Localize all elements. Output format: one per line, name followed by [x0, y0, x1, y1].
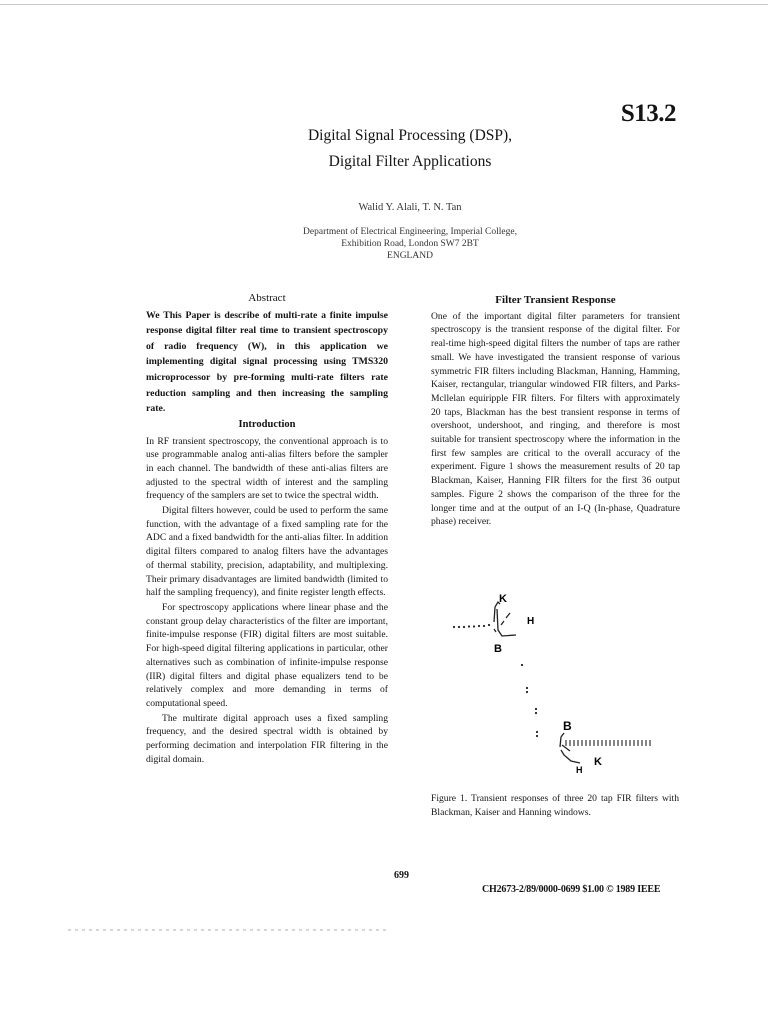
mid-dot — [526, 691, 528, 693]
intro-paragraph-2: Digital filters however, could be used to perform the same function, with the advantage of a fixed sampling rate for the ADC and a fixed bandwidth for the anti-alias filter. In addition digital filters compared to analog filters have the advantages of thermal stability, precision, adaptability, and multiplexing. Their primary disadvantages are limited bandwidth (limited to half the sampling frequency), and finite register length effects. — [146, 505, 388, 599]
upper-trace-dot — [458, 626, 460, 628]
upper-trace-dot — [453, 626, 455, 628]
label-k-bottom: K — [594, 756, 602, 768]
upper-trace-dot — [488, 624, 490, 626]
paper-title-line-2: Digital Filter Applications — [328, 153, 492, 170]
mid-dot — [535, 708, 537, 710]
intro-paragraph-3: For spectroscopy applications where linear phase and the constant group delay characteristics of the filter are important, finite-impulse response (FIR) digital filters are most suitable. For high-speed digital filtering applications in particular, other alternatives such as combination of infinite-impulse response (IIR) digital filters and digital phase equalizers tend to be relatively complex and more demanding in terms of computational speed. — [146, 602, 388, 709]
page-top-rule — [0, 4, 768, 5]
lower-trace-ticks — [566, 740, 650, 746]
authors: Walid Y. Alali, T. N. Tan — [358, 202, 462, 213]
mid-dot — [535, 712, 537, 714]
label-h-bottom: H — [576, 765, 583, 775]
introduction-heading: Introduction — [238, 418, 296, 430]
upper-trace-dot — [473, 625, 475, 627]
mid-dot — [536, 731, 538, 733]
session-id: S13.2 — [620, 100, 676, 127]
copyright-line: CH2673-2/89/0000-0699 $1.00 © 1989 IEEE — [482, 884, 661, 895]
upper-trace-group — [453, 624, 490, 628]
label-k-top: K — [499, 593, 507, 605]
right-column — [431, 294, 680, 529]
upper-trace-dot — [463, 626, 465, 628]
upper-trace-dot — [468, 625, 470, 627]
left-column — [146, 292, 388, 766]
abstract-heading: Abstract — [248, 292, 286, 304]
intro-paragraph-4: The multirate digital approach uses a fixed sampling frequency, and the desired spectral width is obtained by performing decimation and interpolation FIR filtering in the digital domain. — [146, 712, 388, 765]
upper-trace-dot — [478, 625, 480, 627]
figure-1-caption: Figure 1. Transient responses of three 20 tap FIR filters with Blackman, Kaiser and Hanning windows. — [431, 793, 679, 818]
affiliation-line-1: Department of Electrical Engineering, Imperial College, — [303, 227, 517, 237]
figure-1-svg — [440, 585, 680, 785]
label-h-top: H — [527, 616, 535, 627]
label-b-bottom: B — [563, 719, 572, 733]
filter-transient-text: One of the important digital filter parameters for transient spectroscopy is the transient response of the digital filter. For real-time high-speed digital filters the number of taps are rather small. We have investigated the transient response of various symmetric FIR filters including Blackman, Hanning, Hamming, Kaiser, rectangular, triangular windowed FIR filters, and Parks-Mcllelan equiripple FIR filters. For filters with approximately 20 taps, Blackman has the best transient response in terms of overshoot, undershoot, and ringing, and therefore is most suitable for transient spectroscopy where the information in the first few samples are critical to the overall accuracy of the experiment. Figure 1 shows the measurement results of 20 tap Blackman, Kaiser, Hanning FIR filters for the first 36 output samples. Figure 2 shows the comparison of the three for the longer time and at the output of an I-Q (In-phase, Quadrature phase) receiver. — [431, 310, 680, 528]
affiliation — [0, 226, 768, 262]
mid-trace-dots — [521, 664, 538, 737]
intro-paragraph-1: In RF transient spectroscopy, the conventional approach is to use programmable analog anti-alias filters before the sampler in each channel. The bandwidth of these anti-alias filters are adjusted to the spectral width of interest and the sampling frequency of the samplers are set to twice the spectral width. — [146, 435, 388, 502]
page-number: 699 — [394, 870, 409, 881]
upper-trace-dot — [483, 625, 485, 627]
mid-dot — [526, 687, 528, 689]
mid-dot — [536, 735, 538, 737]
lower-transient-curves — [560, 733, 580, 763]
mid-dot — [521, 664, 523, 666]
upper-transient-curves — [494, 602, 516, 636]
abstract-text: We This Paper is describe of multi-rate a finite impulse response digital filter real time to transient spectroscopy of radio frequency (W), in this application we implementing digital signal processing using TMS320 microprocessor by pre-forming multi-rate filters rate reduction sampling and then increasing the sampling rate. — [146, 309, 388, 415]
figure-1-plot — [440, 585, 680, 785]
affiliation-line-2: Exhibition Road, London SW7 2BT — [341, 239, 479, 249]
affiliation-line-3: ENGLAND — [387, 251, 433, 261]
label-b-top: B — [494, 643, 502, 655]
filter-transient-heading: Filter Transient Response — [495, 294, 616, 306]
paper-title-line-1: Digital Signal Processing (DSP), — [307, 127, 513, 144]
scan-artifact-line — [68, 929, 388, 931]
